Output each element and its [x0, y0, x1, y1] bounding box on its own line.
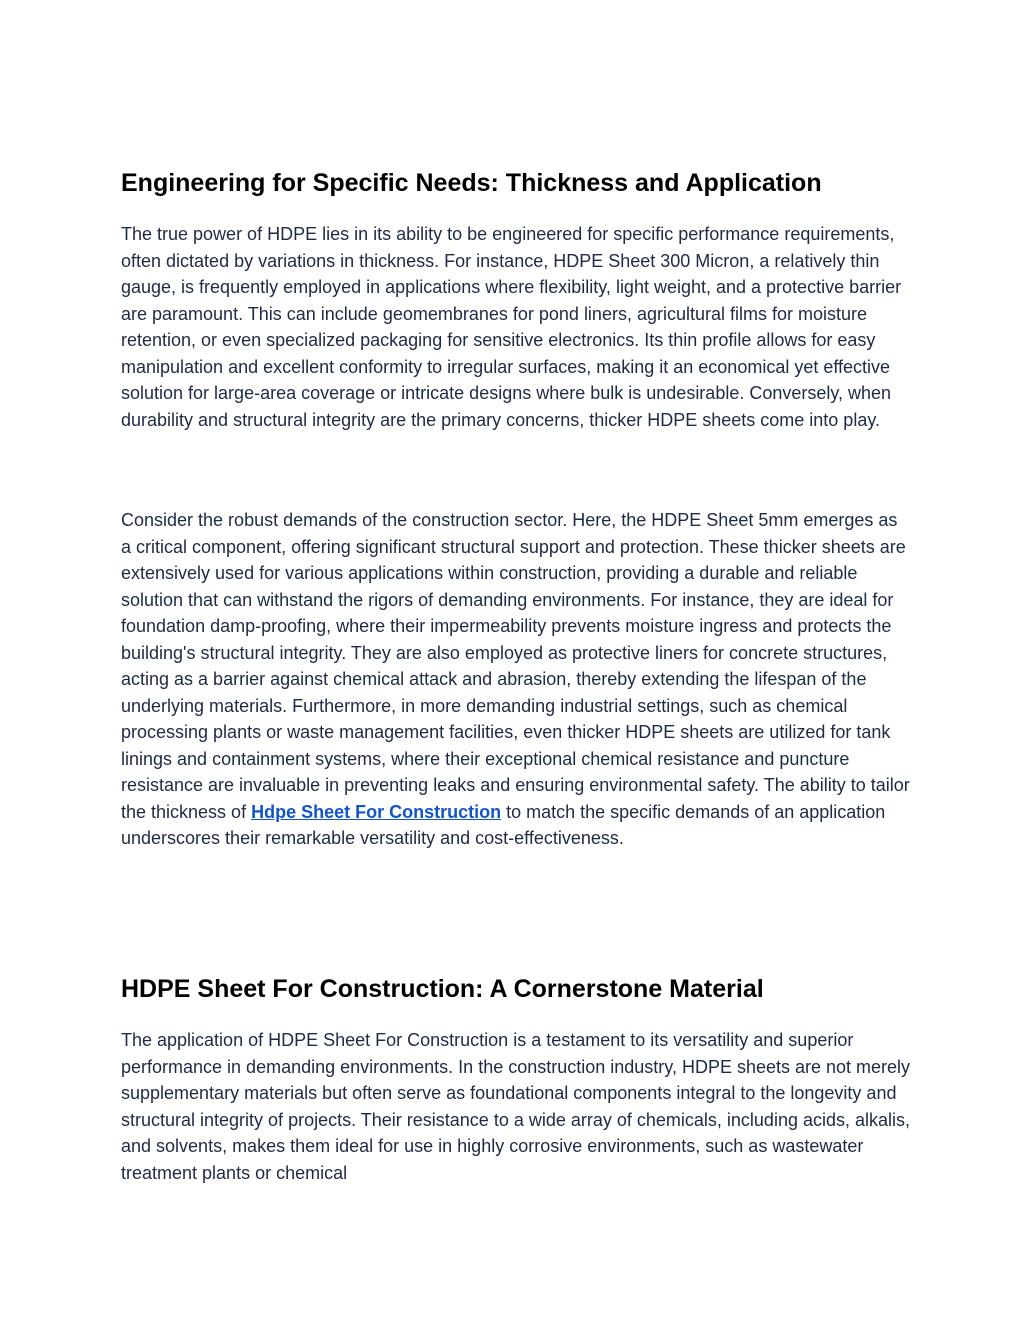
hdpe-sheet-for-construction-link[interactable]: Hdpe Sheet For Construction — [251, 801, 502, 822]
paragraph-construction-demands — [121, 507, 911, 852]
paragraph-text-before-link: Consider the robust demands of the construction sector. Here, the HDPE Sheet 5mm emerges as a critical component, offering significant structural support and protection. These thicker sheets are extensively used for various applications within construction, providing a durable and reliable solution that can withstand the rigors of demanding environments. For instance, they are ideal for foundation damp-proofing, where their impermeability prevents moisture ingress and protects the building's structural integrity. They are also employed as protective liners for concrete structures, acting as a barrier against chemical attack and abrasion, thereby extending the lifespan of the underlying materials. Furthermore, in more demanding industrial settings, such as chemical processing plants or waste management facilities, even thicker HDPE sheets are utilized for tank linings and containment systems, where their exceptional chemical resistance and puncture resistance are invaluable in preventing leaks and ensuring environmental safety. The ability to tailor the thickness of — [121, 510, 910, 822]
section-heading-thickness-application: Engineering for Specific Needs: Thickness and Application — [121, 169, 822, 197]
paragraph-hdpe-thickness: The true power of HDPE lies in its ability to be engineered for specific performance requirements, often dictated by variations in thickness. For instance, HDPE Sheet 300 Micron, a relatively thin gauge, is frequently employed in applications where flexibility, light weight, and a protective barrier are paramount. This can include geomembranes for pond liners, agricultural films for moisture retention, or even specialized packaging for sensitive electronics. Its thin profile allows for easy manipulation and excellent conformity to irregular surfaces, making it an economical yet effective solution for large-area coverage or intricate designs where bulk is undesirable. Conversely, when durability and structural integrity are the primary concerns, thicker HDPE sheets come into play. — [121, 224, 902, 430]
paragraph-text-after-link: to match the specific demands of an application underscores their remarkable versatility and cost-effectiveness. — [121, 801, 886, 848]
paragraph-construction-application: The application of HDPE Sheet For Construction is a testament to its versatility and superior performance in demanding environments. In the construction industry, HDPE sheets are not merely supplementary materials but often serve as foundational components integral to the longevity and structural integrity of projects. Their resistance to a wide array of chemicals, including acids, alkalis, and solvents, makes them ideal for use in highly corrosive environments, such as wastewater treatment plants or chemical — [121, 1030, 911, 1183]
section-heading-cornerstone-material: HDPE Sheet For Construction: A Cornerstone Material — [121, 975, 764, 1003]
